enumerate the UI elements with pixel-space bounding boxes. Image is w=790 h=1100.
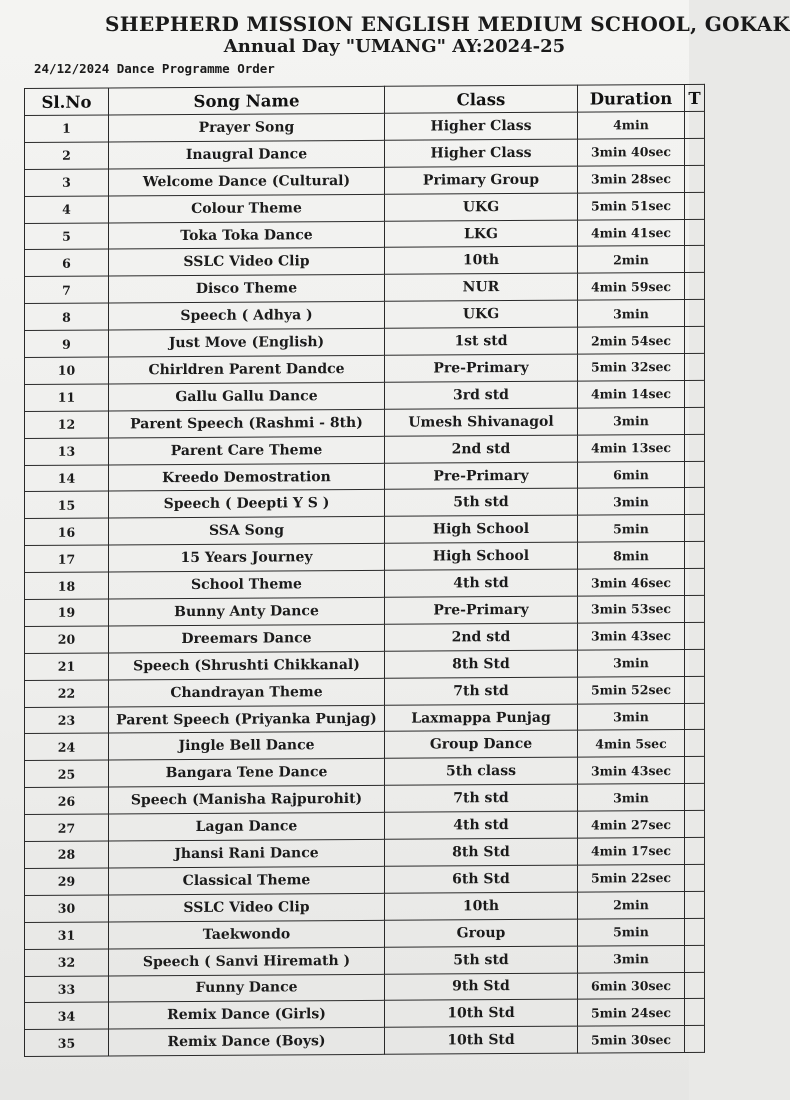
cell-song-name: Parent Speech (Rashmi - 8th) xyxy=(109,409,385,438)
cell-duration: 5min xyxy=(578,918,685,946)
cell-duration: 2min xyxy=(578,891,685,919)
cell-sl-no: 11 xyxy=(25,384,109,411)
cell-duration: 4min 41sec xyxy=(578,219,685,247)
cell-cut-off xyxy=(685,918,705,945)
cell-sl-no: 3 xyxy=(25,169,109,196)
cell-sl-no: 12 xyxy=(25,411,109,438)
cell-song-name: Speech ( Sanvi Hiremath ) xyxy=(109,947,385,976)
cell-sl-no: 20 xyxy=(25,626,109,653)
cell-class: 6th Std xyxy=(385,865,578,893)
programme-subtitle: 24/12/2024 Dance Programme Order xyxy=(34,61,275,76)
cell-cut-off xyxy=(685,192,705,219)
cell-duration: 5min 32sec xyxy=(578,353,685,381)
cell-song-name: Speech ( Adhya ) xyxy=(109,302,385,331)
cell-song-name: Bangara Tene Dance xyxy=(109,759,385,788)
cell-class: Group Dance xyxy=(385,731,578,759)
cell-song-name: Colour Theme xyxy=(109,194,385,223)
cell-class: 8th Std xyxy=(385,838,578,866)
cell-duration: 5min xyxy=(578,515,685,543)
table-row xyxy=(25,273,705,304)
table-row xyxy=(25,165,705,196)
table-row xyxy=(25,703,705,734)
cell-song-name: Parent Speech (Priyanka Punjag) xyxy=(109,705,385,734)
cell-cut-off xyxy=(685,326,705,353)
table-row xyxy=(25,595,705,626)
cell-class: Pre-Primary xyxy=(385,354,578,382)
cell-cut-off xyxy=(685,111,705,138)
cell-song-name: Chirldren Parent Dandce xyxy=(109,355,385,384)
cell-class: Group xyxy=(385,919,578,947)
cell-sl-no: 2 xyxy=(25,142,109,169)
table-body xyxy=(25,111,705,1056)
cell-cut-off xyxy=(685,864,705,891)
cell-class: 1st std xyxy=(385,327,578,355)
cell-cut-off xyxy=(685,300,705,327)
cell-cut-off xyxy=(685,649,705,676)
cell-cut-off xyxy=(685,515,705,542)
cell-duration: 3min 46sec xyxy=(578,569,685,597)
cell-song-name: Speech ( Deepti Y S ) xyxy=(109,490,385,519)
cell-cut-off xyxy=(685,165,705,192)
cell-class: Primary Group xyxy=(385,166,578,194)
table-row xyxy=(25,568,705,599)
cell-duration: 2min 54sec xyxy=(578,327,685,355)
cell-cut-off xyxy=(685,568,705,595)
cell-song-name: Speech (Shrushti Chikkanal) xyxy=(109,651,385,680)
cell-song-name: Parent Care Theme xyxy=(109,436,385,465)
column-header-sl-no: Sl.No xyxy=(25,88,109,116)
cell-sl-no: 21 xyxy=(25,653,109,680)
table-row xyxy=(25,380,705,411)
cell-song-name: Kreedo Demostration xyxy=(109,463,385,492)
cell-song-name: Taekwondo xyxy=(109,920,385,949)
cell-song-name: Funny Dance xyxy=(109,974,385,1003)
table-row xyxy=(25,542,705,573)
cell-cut-off xyxy=(685,461,705,488)
cell-class: 5th class xyxy=(385,757,578,785)
cell-duration: 3min xyxy=(578,488,685,516)
cell-duration: 3min 40sec xyxy=(578,138,685,166)
cell-sl-no: 16 xyxy=(25,518,109,545)
cell-class: Umesh Shivanagol xyxy=(385,408,578,436)
cell-duration: 3min 43sec xyxy=(578,622,685,650)
cell-class: 4th std xyxy=(385,569,578,597)
table-row xyxy=(25,784,705,815)
cell-sl-no: 8 xyxy=(25,303,109,330)
cell-sl-no: 13 xyxy=(25,438,109,465)
cell-duration: 5min 22sec xyxy=(578,864,685,892)
cell-sl-no: 29 xyxy=(25,868,109,895)
cell-cut-off xyxy=(685,1026,705,1053)
cell-class: 8th Std xyxy=(385,650,578,678)
cell-duration: 3min xyxy=(578,300,685,328)
cell-cut-off xyxy=(685,246,705,273)
cell-sl-no: 26 xyxy=(25,787,109,814)
cell-class: 10th xyxy=(385,247,578,275)
cell-sl-no: 4 xyxy=(25,196,109,223)
school-name-heading: SHEPHERD MISSION ENGLISH MEDIUM SCHOOL, GOKAK xyxy=(105,12,790,36)
table-row xyxy=(25,810,705,841)
cell-song-name: Inaugral Dance xyxy=(109,140,385,169)
cell-song-name: Welcome Dance (Cultural) xyxy=(109,167,385,196)
cell-duration: 5min 52sec xyxy=(578,676,685,704)
cell-class: Pre-Primary xyxy=(385,462,578,490)
cell-cut-off xyxy=(685,542,705,569)
cell-sl-no: 31 xyxy=(25,922,109,949)
table-row xyxy=(25,999,705,1030)
table-row xyxy=(25,219,705,250)
cell-sl-no: 28 xyxy=(25,841,109,868)
cell-cut-off xyxy=(685,353,705,380)
cell-song-name: Chandrayan Theme xyxy=(109,678,385,707)
cell-class: 10th Std xyxy=(385,1000,578,1028)
cell-class: Laxmappa Punjag xyxy=(385,704,578,732)
cell-cut-off xyxy=(685,810,705,837)
cell-duration: 5min 51sec xyxy=(578,192,685,220)
cell-duration: 4min 14sec xyxy=(578,380,685,408)
cell-cut-off xyxy=(685,891,705,918)
table-row xyxy=(25,730,705,761)
cell-duration: 4min 17sec xyxy=(578,838,685,866)
cell-song-name: Dreemars Dance xyxy=(109,624,385,653)
cell-class: Higher Class xyxy=(385,112,578,140)
cell-sl-no: 19 xyxy=(25,599,109,626)
cell-sl-no: 33 xyxy=(25,975,109,1002)
cell-sl-no: 22 xyxy=(25,680,109,707)
cell-cut-off xyxy=(685,219,705,246)
cell-song-name: Bunny Anty Dance xyxy=(109,597,385,626)
cell-sl-no: 18 xyxy=(25,572,109,599)
cell-song-name: Gallu Gallu Dance xyxy=(109,382,385,411)
cell-cut-off xyxy=(685,488,705,515)
cell-sl-no: 25 xyxy=(25,760,109,787)
cell-duration: 3min xyxy=(578,649,685,677)
cell-duration: 8min xyxy=(578,542,685,570)
cell-class: UKG xyxy=(385,193,578,221)
table-row xyxy=(25,138,705,169)
cell-duration: 3min 28sec xyxy=(578,165,685,193)
cell-duration: 4min 13sec xyxy=(578,434,685,462)
table-row xyxy=(25,326,705,357)
cell-song-name: Disco Theme xyxy=(109,275,385,304)
cell-sl-no: 9 xyxy=(25,330,109,357)
cell-class: 7th std xyxy=(385,784,578,812)
cell-duration: 3min xyxy=(578,784,685,812)
cell-song-name: Jingle Bell Dance xyxy=(109,732,385,761)
cell-duration: 4min 5sec xyxy=(578,730,685,758)
cell-sl-no: 24 xyxy=(25,733,109,760)
cell-class: UKG xyxy=(385,300,578,328)
table-row xyxy=(25,945,705,976)
cell-class: 4th std xyxy=(385,811,578,839)
cell-sl-no: 32 xyxy=(25,949,109,976)
programme-table xyxy=(24,84,705,1057)
table-row xyxy=(25,111,705,142)
cell-class: 10th Std xyxy=(385,1026,578,1054)
cell-song-name: Remix Dance (Boys) xyxy=(109,1028,385,1057)
cell-sl-no: 10 xyxy=(25,357,109,384)
cell-sl-no: 7 xyxy=(25,276,109,303)
cell-class: High School xyxy=(385,515,578,543)
table-row xyxy=(25,300,705,331)
cell-song-name: Speech (Manisha Rajpurohit) xyxy=(109,786,385,815)
table-row xyxy=(25,891,705,922)
cell-song-name: SSLC Video Clip xyxy=(109,893,385,922)
cell-duration: 3min xyxy=(578,945,685,973)
cell-duration: 6min xyxy=(578,461,685,489)
table-row xyxy=(25,515,705,546)
cell-class: NUR xyxy=(385,273,578,301)
cell-sl-no: 27 xyxy=(25,814,109,841)
cell-cut-off xyxy=(685,407,705,434)
cell-duration: 5min 30sec xyxy=(578,1026,685,1054)
cell-sl-no: 5 xyxy=(25,223,109,250)
cell-class: Pre-Primary xyxy=(385,596,578,624)
table-row xyxy=(25,434,705,465)
cell-cut-off xyxy=(685,138,705,165)
cell-duration: 4min 27sec xyxy=(578,811,685,839)
cell-class: 7th std xyxy=(385,677,578,705)
cell-duration: 3min 53sec xyxy=(578,595,685,623)
column-header-duration: Duration xyxy=(578,84,685,112)
cell-cut-off xyxy=(685,784,705,811)
table-row xyxy=(25,353,705,384)
table-row xyxy=(25,676,705,707)
cell-cut-off xyxy=(685,730,705,757)
cell-class: 10th xyxy=(385,892,578,920)
cell-cut-off xyxy=(685,380,705,407)
cell-sl-no: 6 xyxy=(25,249,109,276)
cell-cut-off xyxy=(685,945,705,972)
table-row xyxy=(25,918,705,949)
cell-cut-off xyxy=(685,622,705,649)
cell-song-name: SSA Song xyxy=(109,517,385,546)
cell-class: LKG xyxy=(385,220,578,248)
table-row xyxy=(25,837,705,868)
cell-duration: 3min xyxy=(578,703,685,731)
cell-duration: 5min 24sec xyxy=(578,999,685,1027)
cell-class: 9th Std xyxy=(385,973,578,1001)
table-row xyxy=(25,972,705,1003)
cell-duration: 3min xyxy=(578,407,685,435)
cell-class: 2nd std xyxy=(385,435,578,463)
cell-class: 2nd std xyxy=(385,623,578,651)
cell-sl-no: 15 xyxy=(25,491,109,518)
cell-duration: 6min 30sec xyxy=(578,972,685,1000)
cell-class: Higher Class xyxy=(385,139,578,167)
table-row xyxy=(25,622,705,653)
table-row xyxy=(25,461,705,492)
cell-cut-off xyxy=(685,757,705,784)
cell-song-name: Jhansi Rani Dance xyxy=(109,839,385,868)
cell-cut-off xyxy=(685,999,705,1026)
table-row xyxy=(25,864,705,895)
cell-song-name: Prayer Song xyxy=(109,113,385,142)
column-header-cut-off: T xyxy=(685,84,705,111)
table-row xyxy=(25,407,705,438)
cell-duration: 4min 59sec xyxy=(578,273,685,301)
cell-song-name: Remix Dance (Girls) xyxy=(109,1001,385,1030)
cell-cut-off xyxy=(685,595,705,622)
cell-sl-no: 34 xyxy=(25,1002,109,1029)
cell-song-name: Classical Theme xyxy=(109,866,385,895)
table-row xyxy=(25,192,705,223)
cell-class: High School xyxy=(385,542,578,570)
table-row xyxy=(25,757,705,788)
cell-cut-off xyxy=(685,703,705,730)
cell-song-name: Just Move (English) xyxy=(109,328,385,357)
column-header-class: Class xyxy=(385,85,578,113)
cell-duration: 2min xyxy=(578,246,685,274)
cell-sl-no: 35 xyxy=(25,1029,109,1056)
cell-cut-off xyxy=(685,837,705,864)
cell-cut-off xyxy=(685,273,705,300)
table-row xyxy=(25,649,705,680)
cell-duration: 3min 43sec xyxy=(578,757,685,785)
cell-class: 3rd std xyxy=(385,381,578,409)
table-header-row xyxy=(25,84,705,115)
cell-song-name: 15 Years Journey xyxy=(109,544,385,573)
cell-sl-no: 23 xyxy=(25,707,109,734)
cell-duration: 4min xyxy=(578,111,685,139)
cell-song-name: School Theme xyxy=(109,570,385,599)
table-row xyxy=(25,246,705,277)
cell-cut-off xyxy=(685,972,705,999)
table-row xyxy=(25,1026,705,1057)
cell-song-name: Lagan Dance xyxy=(109,812,385,841)
table-row xyxy=(25,488,705,519)
cell-sl-no: 17 xyxy=(25,545,109,572)
cell-cut-off xyxy=(685,434,705,461)
cell-cut-off xyxy=(685,676,705,703)
cell-sl-no: 30 xyxy=(25,895,109,922)
cell-class: 5th std xyxy=(385,946,578,974)
event-title: Annual Day "UMANG" AY:2024-25 xyxy=(223,36,566,57)
cell-class: 5th std xyxy=(385,489,578,517)
column-header-song-name: Song Name xyxy=(109,86,385,115)
cell-sl-no: 14 xyxy=(25,465,109,492)
cell-sl-no: 1 xyxy=(25,115,109,142)
cell-song-name: SSLC Video Clip xyxy=(109,248,385,277)
cell-song-name: Toka Toka Dance xyxy=(109,221,385,250)
